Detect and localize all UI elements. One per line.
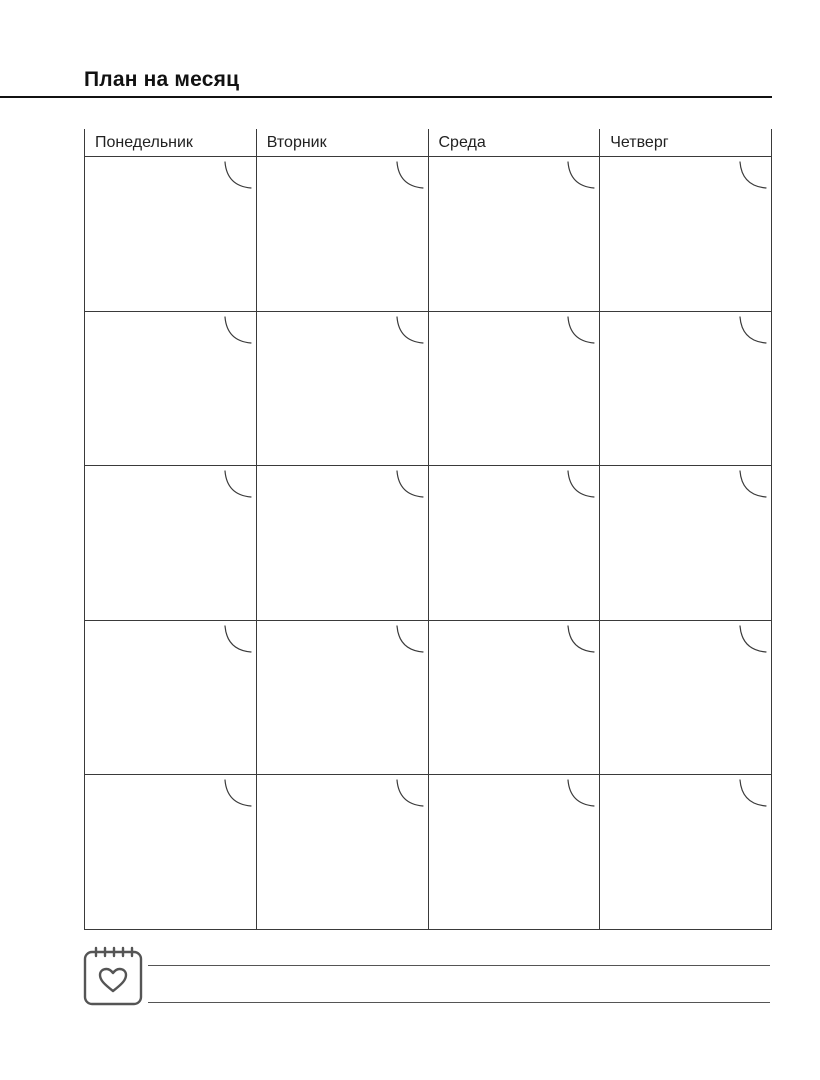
week-row xyxy=(85,311,771,466)
corner-arc-icon xyxy=(566,315,596,345)
day-cell[interactable] xyxy=(428,466,600,620)
day-cell[interactable] xyxy=(428,775,600,929)
corner-arc-icon xyxy=(738,778,768,808)
corner-arc-icon xyxy=(223,469,253,499)
day-cell[interactable] xyxy=(85,775,256,929)
day-cell[interactable] xyxy=(599,775,771,929)
weekday-header-thursday: Четверг xyxy=(599,129,771,156)
day-cell[interactable] xyxy=(85,312,256,466)
day-cell[interactable] xyxy=(599,621,771,775)
corner-arc-icon xyxy=(395,624,425,654)
day-cell[interactable] xyxy=(428,157,600,311)
corner-arc-icon xyxy=(395,469,425,499)
corner-arc-icon xyxy=(223,624,253,654)
week-row xyxy=(85,157,771,311)
day-cell[interactable] xyxy=(599,312,771,466)
day-cell[interactable] xyxy=(256,621,428,775)
week-row xyxy=(85,774,771,929)
corner-arc-icon xyxy=(223,160,253,190)
day-cell[interactable] xyxy=(256,466,428,620)
weekday-header-wednesday: Среда xyxy=(428,129,600,156)
note-line xyxy=(148,965,770,966)
calendar-heart-icon xyxy=(82,945,144,1007)
corner-arc-icon xyxy=(395,315,425,345)
calendar-grid xyxy=(84,129,772,930)
day-cell[interactable] xyxy=(85,621,256,775)
day-cell[interactable] xyxy=(428,312,600,466)
weekday-header-tuesday: Вторник xyxy=(256,129,428,156)
weeks-container xyxy=(85,157,771,929)
corner-arc-icon xyxy=(395,778,425,808)
title-rule xyxy=(0,96,772,98)
corner-arc-icon xyxy=(566,778,596,808)
corner-arc-icon xyxy=(566,469,596,499)
day-cell[interactable] xyxy=(428,621,600,775)
day-cell[interactable] xyxy=(85,157,256,311)
weekday-header-monday: Понедельник xyxy=(95,134,193,151)
corner-arc-icon xyxy=(395,160,425,190)
day-cell[interactable] xyxy=(256,157,428,311)
day-cell[interactable] xyxy=(599,466,771,620)
corner-arc-icon xyxy=(738,469,768,499)
page-title: План на месяц xyxy=(84,68,240,91)
weekday-header-row xyxy=(85,129,771,157)
day-cell[interactable] xyxy=(599,157,771,311)
corner-arc-icon xyxy=(738,160,768,190)
corner-arc-icon xyxy=(566,160,596,190)
day-cell[interactable] xyxy=(256,775,428,929)
corner-arc-icon xyxy=(738,624,768,654)
corner-arc-icon xyxy=(223,778,253,808)
note-line xyxy=(148,1002,770,1003)
day-cell[interactable] xyxy=(256,312,428,466)
corner-arc-icon xyxy=(738,315,768,345)
week-row xyxy=(85,620,771,775)
corner-arc-icon xyxy=(566,624,596,654)
day-cell[interactable] xyxy=(85,466,256,620)
week-row xyxy=(85,465,771,620)
corner-arc-icon xyxy=(223,315,253,345)
